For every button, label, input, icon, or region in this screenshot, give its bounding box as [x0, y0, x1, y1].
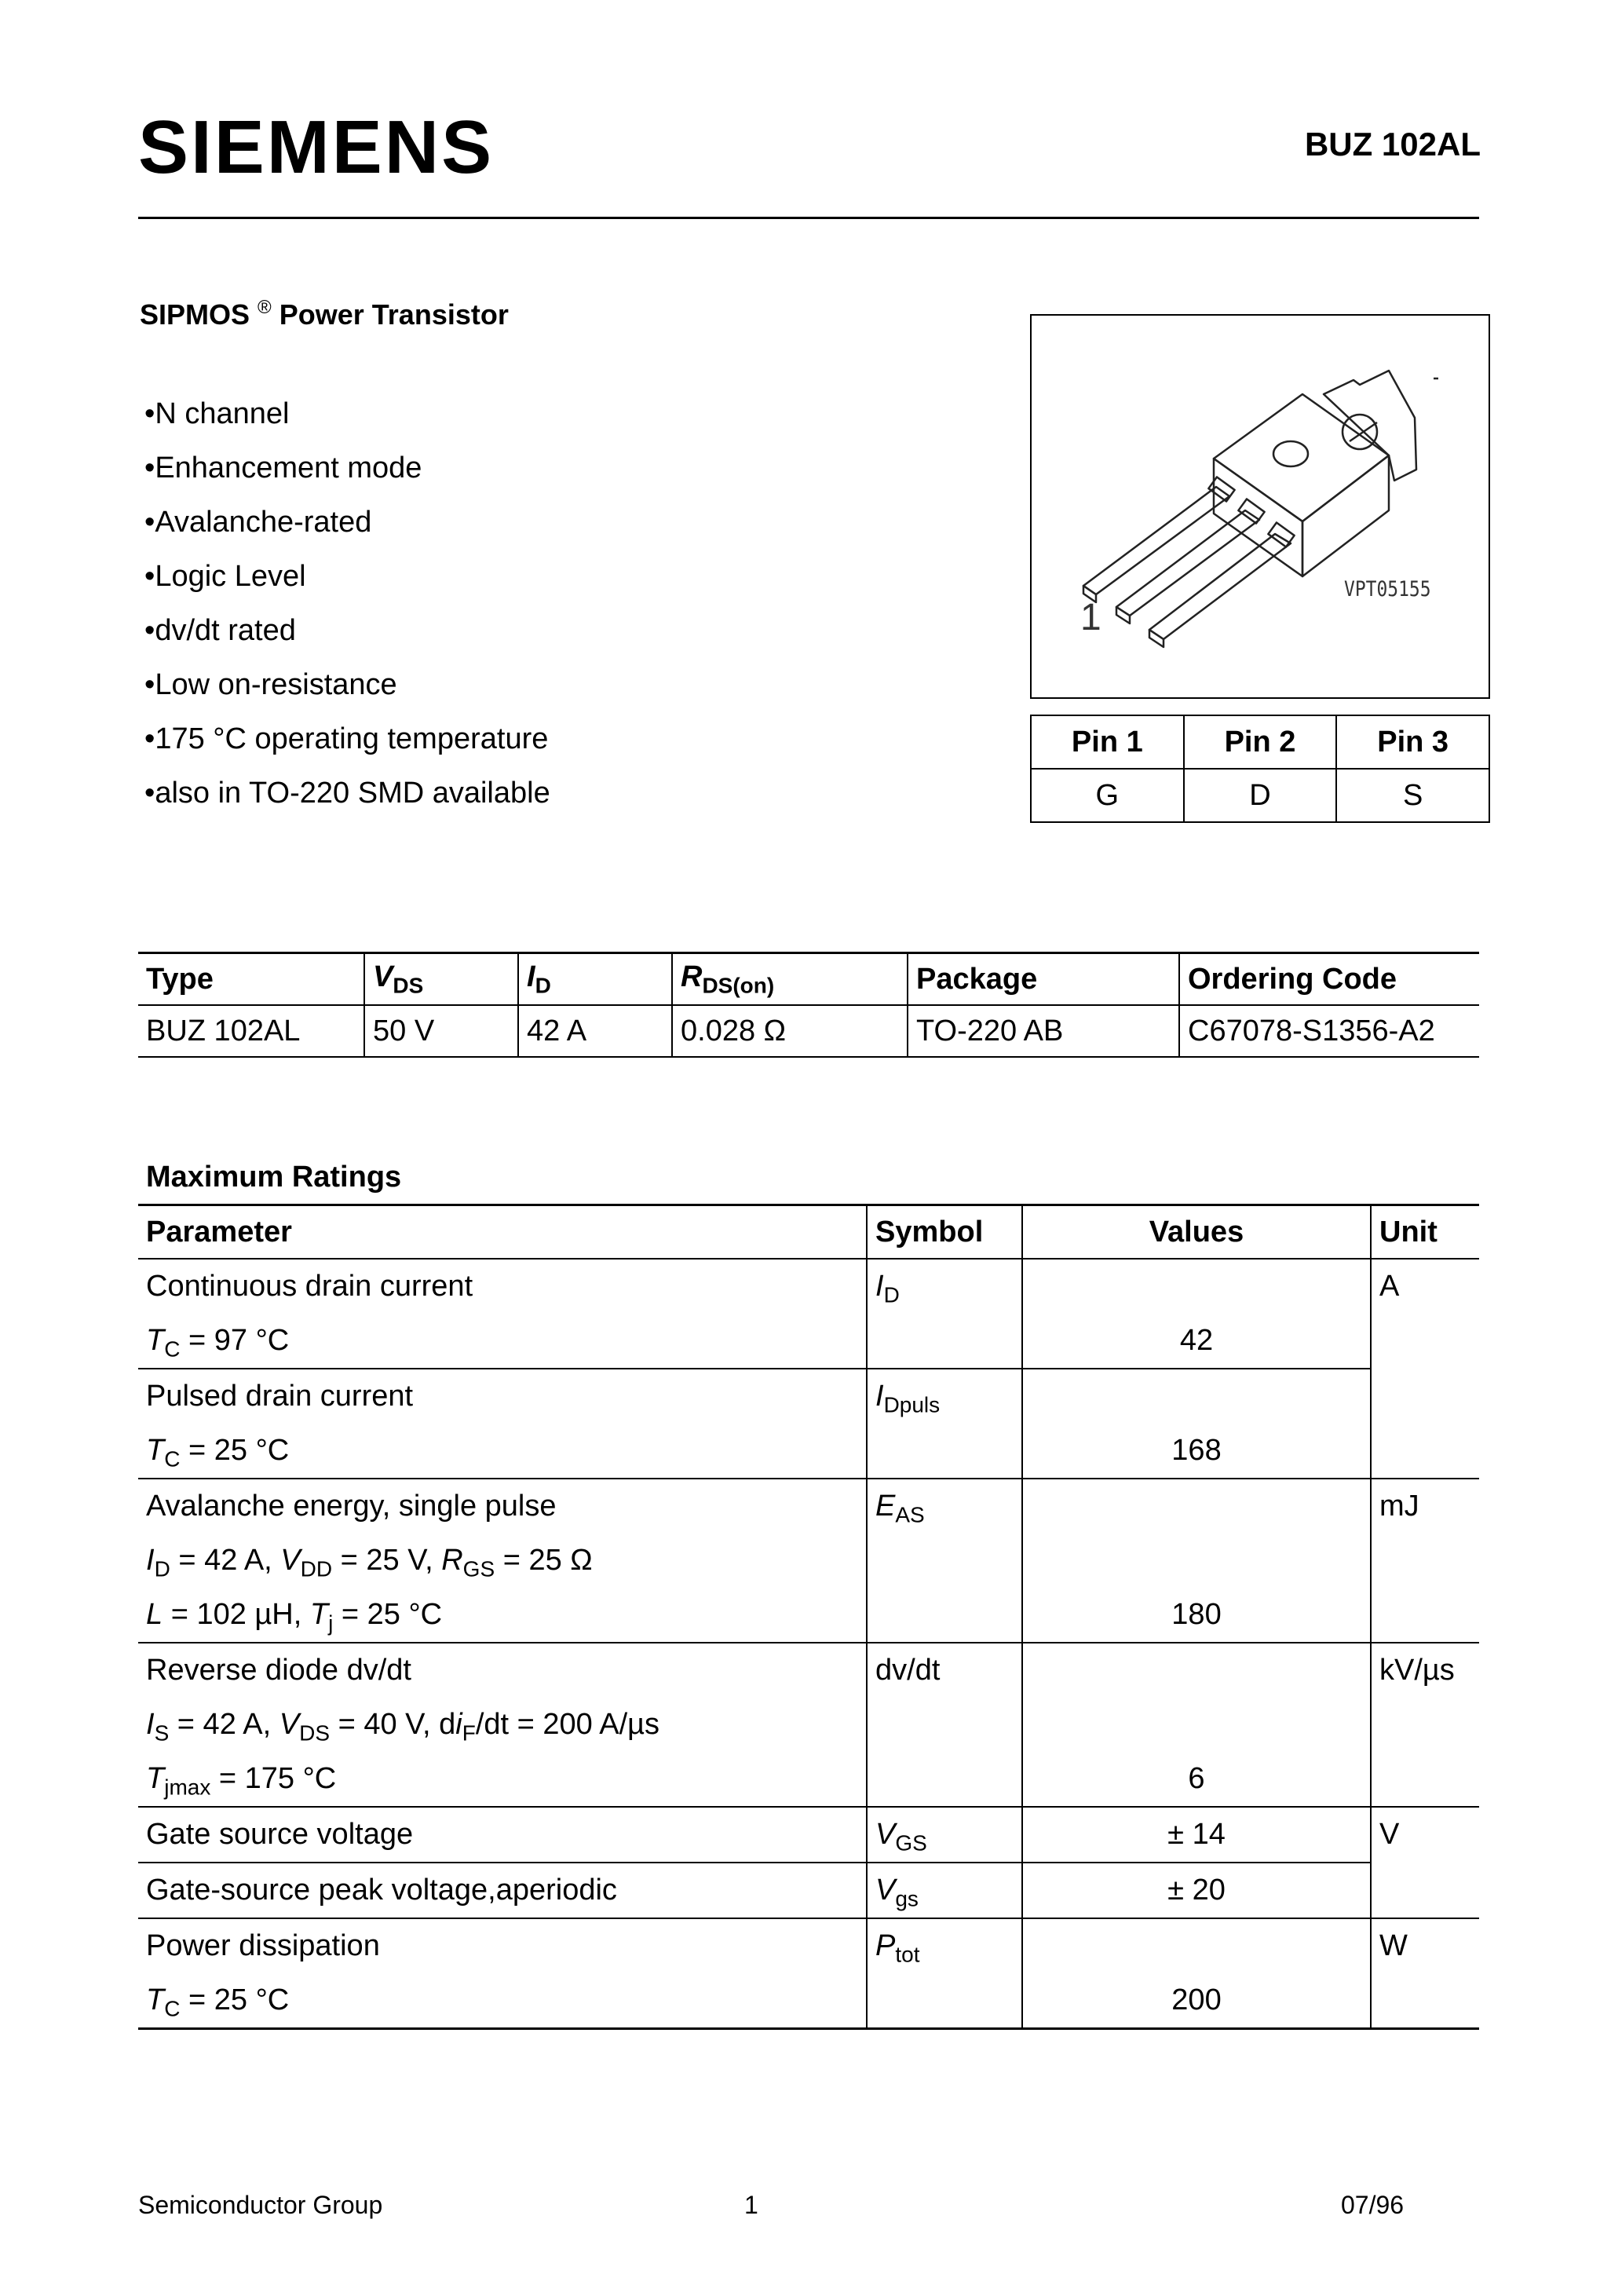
cell-rds: 0.028 Ω [672, 1005, 908, 1057]
value-cell: ± 20 [1022, 1863, 1371, 1918]
unit-cell: kV/µs [1371, 1643, 1479, 1807]
symbol-cell: $I_{Dpuls}$ [867, 1369, 1022, 1479]
pin-header-row [1031, 715, 1489, 769]
col-ordering-code: Ordering Code [1179, 953, 1479, 1006]
part-number: BUZ 102AL [1304, 126, 1481, 163]
value-cell: 180 [1022, 1479, 1371, 1643]
product-title [140, 297, 509, 331]
pin-value: S [1336, 769, 1489, 822]
unit-cell: W [1371, 1918, 1479, 2029]
feature-item: • Low on-resistance [144, 667, 550, 721]
value-cell: 42 [1022, 1259, 1371, 1369]
footer-date: 07/96 [1341, 2191, 1405, 2219]
col-package: Package [908, 953, 1179, 1006]
package-figure [1030, 314, 1490, 699]
title-name: SIPMOS [140, 298, 250, 331]
param-cell: Pulsed drain current $T_C = 25$ °C [138, 1369, 867, 1479]
unit-cell: A [1371, 1259, 1479, 1479]
param-cell: Gate-source peak voltage,aperiodic [138, 1863, 867, 1918]
unit-cell: V [1371, 1807, 1479, 1918]
value-cell: ± 14 [1022, 1807, 1371, 1863]
ordering-header-row [138, 953, 1479, 1006]
feature-list [144, 396, 550, 829]
footer-page-number: 1 [744, 2191, 758, 2219]
value-cell: 200 [1022, 1918, 1371, 2029]
cell-id: 42 A [518, 1005, 672, 1057]
feature-item: • N channel [144, 396, 550, 450]
value-cell: 168 [1022, 1369, 1371, 1479]
col-parameter: Parameter [138, 1205, 867, 1260]
param-cell: Continuous drain current $T_C = 97$ °C [138, 1259, 867, 1369]
pin-table [1030, 715, 1490, 823]
ordering-table [138, 952, 1479, 1058]
pin-value-row [1031, 769, 1489, 822]
feature-item: • Logic Level [144, 558, 550, 612]
feature-item: • 175 °C operating temperature [144, 721, 550, 775]
max-ratings-header-row [138, 1205, 1479, 1260]
col-symbol: Symbol [867, 1205, 1022, 1260]
title-rest: Power Transistor [279, 298, 509, 331]
table-row [138, 1259, 1479, 1369]
value-cell: 6 [1022, 1643, 1371, 1807]
footer-company: Semiconductor Group [138, 2191, 383, 2219]
to220-package-drawing [1032, 316, 1492, 700]
registered-mark: ® [258, 297, 272, 318]
table-row [138, 1863, 1479, 1918]
cell-type: BUZ 102AL [138, 1005, 364, 1057]
col-rds: $R_{DS(on)}$ [672, 953, 908, 1006]
symbol-cell: $V_{gs}$ [867, 1863, 1022, 1918]
symbol-cell: $I_D$ [867, 1259, 1022, 1369]
unit-cell: mJ [1371, 1479, 1479, 1643]
pin-value: G [1031, 769, 1184, 822]
max-ratings-table [138, 1204, 1479, 2030]
feature-item: • Enhancement mode [144, 450, 550, 504]
feature-item: • Avalanche-rated [144, 504, 550, 558]
feature-item: • dv/dt rated [144, 612, 550, 667]
siemens-logo: SIEMENS [138, 105, 495, 189]
table-row [138, 1479, 1479, 1643]
col-type: Type [138, 953, 364, 1006]
header-rule [138, 217, 1479, 219]
symbol-cell: $V_{GS}$ [867, 1807, 1022, 1863]
symbol-cell: $E_{AS}$ [867, 1479, 1022, 1643]
package-code-label: VPT05155 [1344, 577, 1431, 601]
table-row [138, 1643, 1479, 1807]
max-ratings-title: Maximum Ratings [146, 1161, 402, 1194]
pin-header: Pin 3 [1336, 715, 1489, 769]
ordering-row [138, 1005, 1479, 1057]
col-values: Values [1022, 1205, 1371, 1260]
symbol-cell: $P_{tot}$ [867, 1918, 1022, 2029]
table-row [138, 1369, 1479, 1479]
param-cell: Avalanche energy, single pulse $I_D = 42$ A, $V_{DD} = 25$ V, $R_{GS} = 25$ Ω L = 102 µH, $T_j = 25$ °C [138, 1479, 867, 1643]
param-cell: Gate source voltage [138, 1807, 867, 1863]
table-row [138, 1807, 1479, 1863]
cell-ordering-code: C67078-S1356-A2 [1179, 1005, 1479, 1057]
col-vds: $V_{DS}$ [364, 953, 518, 1006]
pin-header: Pin 1 [1031, 715, 1184, 769]
pin1-marker: 1 [1080, 597, 1101, 638]
pin-value: D [1184, 769, 1337, 822]
col-unit: Unit [1371, 1205, 1479, 1260]
table-row [138, 1918, 1479, 2029]
cell-vds: 50 V [364, 1005, 518, 1057]
param-cell: Reverse diode dv/dt $I_S = 42$ A, $V_{DS} = 40$ V, $di_F/dt = 200$ A/µs $T_{jmax} = 175$ °C [138, 1643, 867, 1807]
param-cell: Power dissipation $T_C = 25$ °C [138, 1918, 867, 2029]
symbol-cell: dv/dt [867, 1643, 1022, 1807]
pin-header: Pin 2 [1184, 715, 1337, 769]
col-id: $I_D$ [518, 953, 672, 1006]
cell-package: TO-220 AB [908, 1005, 1179, 1057]
feature-item: • also in TO-220 SMD available [144, 775, 550, 829]
